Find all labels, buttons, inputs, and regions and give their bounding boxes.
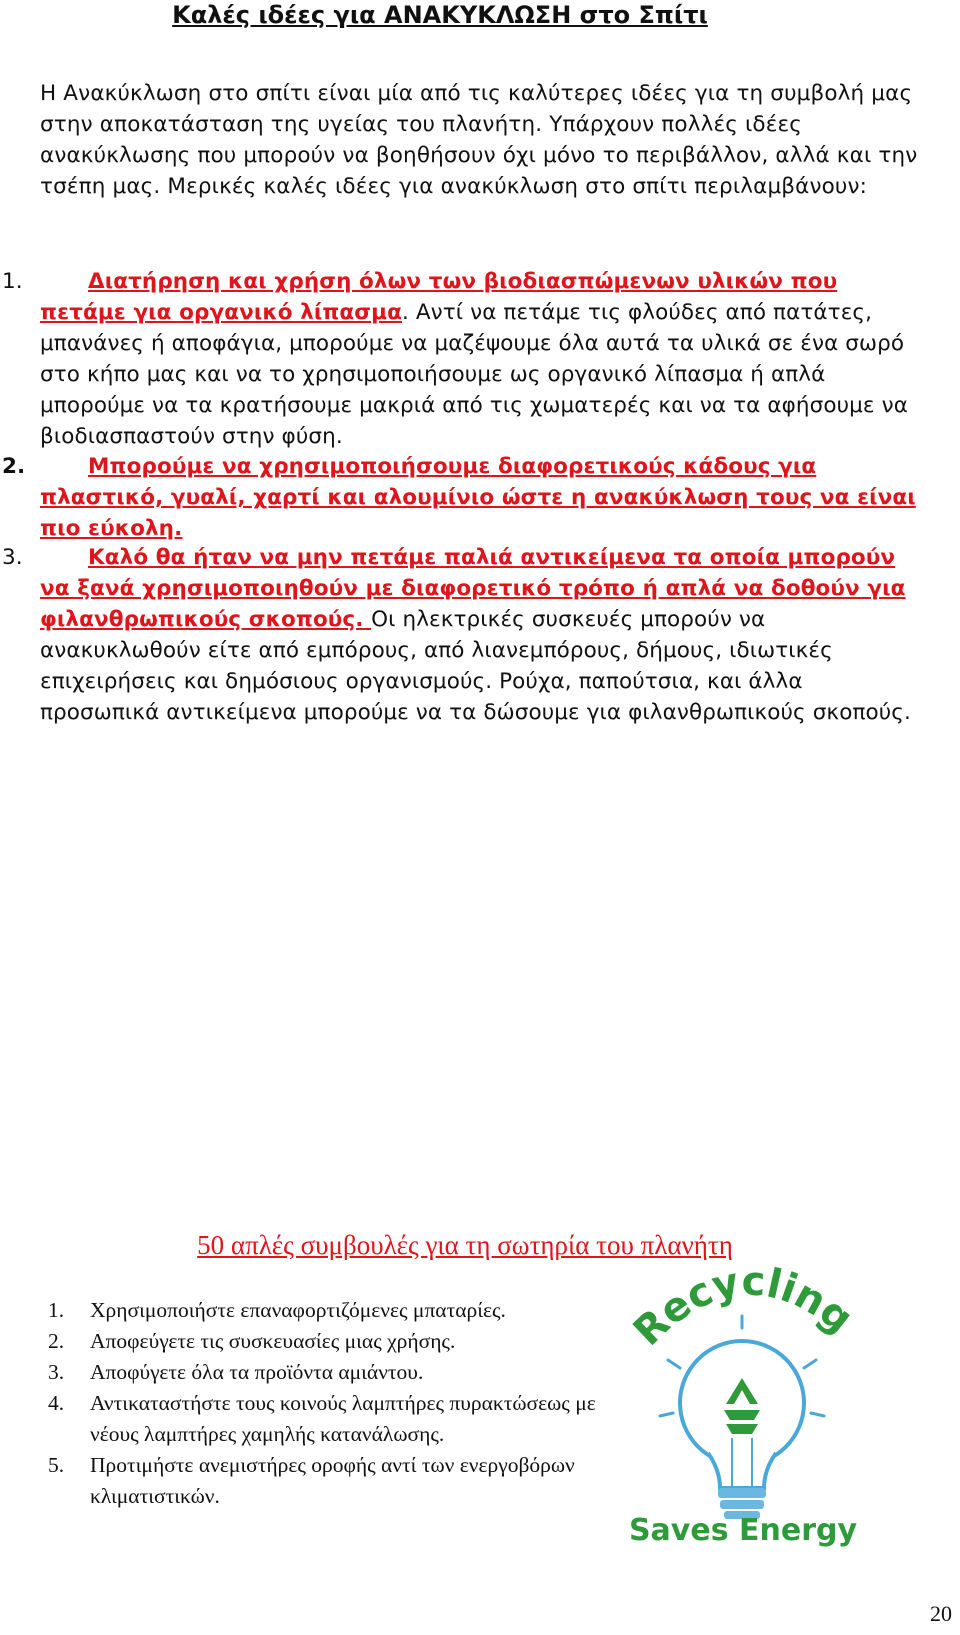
page-number: 20 <box>930 1601 952 1626</box>
idea-item-3 <box>2 542 925 728</box>
tip-number: 4. <box>48 1391 65 1415</box>
tips-list <box>48 1295 608 1512</box>
intro-paragraph: Η Ανακύκλωση στο σπίτι είναι μία από τις καλύτερες ιδέες για τη συμβολή μας στην αποκατάσταση της υγείας του πλανήτη. Υπάρχουν πολλές ιδέες ανακύκλωσης που μπορούν να βοηθήσουν όχι μόνο το περιβάλλον, αλλά και την τσέπη μας. Μερικές καλές ιδέες για ανακύκλωση στο σπίτι περιλαμβάνουν: <box>40 81 918 199</box>
tip-number: 3. <box>48 1360 65 1384</box>
idea-number: 2. <box>2 454 26 479</box>
tip-number: 2. <box>48 1329 65 1353</box>
logo-top-text: Recycling <box>628 1258 858 1355</box>
tip-text: Αντικαταστήστε τους κοινούς λαμπτήρες πυρακτώσεως με νέους λαμπτήρες χαμηλής κατανάλωσης. <box>90 1391 596 1446</box>
idea-heading: Μπορούμε να χρησιμοποιήσουμε διαφορετικούς κάδους για πλαστικό, γυαλί, χαρτί και αλουμίνιο ώστε η ανακύκλωση τους να είναι πιο εύκολη. <box>40 454 916 541</box>
tip-item <box>48 1450 608 1512</box>
logo-bottom-text: Saves Energy <box>628 1513 858 1548</box>
page-title: Καλές ιδέες για ΑΝΑΚΥΚΛΩΣΗ στο Σπίτι <box>172 1 708 29</box>
idea-number: 3. <box>2 545 23 570</box>
idea-heading: Διατήρηση και χρήση όλων των βιοδιασπώμενων υλικών που πετάμε για οργανικό λίπασμα <box>40 269 838 325</box>
tip-item <box>48 1388 608 1450</box>
tip-text: Προτιμήστε ανεμιστήρες οροφής αντί των ενεργοβόρων κλιματιστικών. <box>90 1453 575 1508</box>
idea-number: 1. <box>2 269 23 294</box>
idea-body: . Αντί να πετάμε τις φλούδες από πατάτες, μπανάνες ή αποφάγια, μπορούμε να μαζέψουμε όλα αυτά τα υλικά σε ένα σωρό στο κήπο μας και να το χρησιμοποιήσουμε ως οργανικό λίπασμα ή απλά μπορούμε να τα κρατήσουμε μακριά από τις χωματερές και να τα αφήσουμε να βιοδιασπαστούν στην φύση. <box>40 300 908 449</box>
tip-number: 1. <box>48 1298 65 1322</box>
tip-text: Αποφεύγετε τις συσκευασίες μιας χρήσης. <box>90 1329 456 1353</box>
tip-text: Αποφύγετε όλα τα προϊόντα αμιάντου. <box>90 1360 424 1384</box>
tip-item <box>48 1326 608 1357</box>
idea-body: Οι ηλεκτρικές συσκευές μπορούν να ανακυκλωθούν είτε από εμπόρους, από λιανεμπόρους, δήμους, ιδιωτικές επιχειρήσεις και δημόσιους οργανισμούς. Ρούχα, παπούτσια, και άλλα προσωπικά αντικείμενα μπορούμε να τα δώσουμε για φιλανθρωπικούς σκοπούς. <box>40 607 911 725</box>
tip-item <box>48 1357 608 1388</box>
lightbulb-recycle-icon <box>628 1238 858 1558</box>
tip-number: 5. <box>48 1453 65 1477</box>
tip-item <box>48 1295 608 1326</box>
idea-item-2 <box>2 451 925 544</box>
idea-heading: Καλό θα ήταν να μην πετάμε παλιά αντικείμενα τα οποία μπορούν να ξανά χρησιμοποιηθούν με διαφορετικό τρόπο ή απλά να δοθούν για φιλανθρωπικούς σκοπούς. <box>40 545 906 632</box>
tip-text: Χρησιμοποιήστε επαναφορτιζόμενες μπαταρίες. <box>90 1298 506 1322</box>
recycling-logo <box>628 1238 858 1558</box>
tips-title: 50 απλές συμβουλές για τη σωτηρία του πλανήτη <box>197 1230 733 1260</box>
idea-item-1 <box>2 266 925 452</box>
